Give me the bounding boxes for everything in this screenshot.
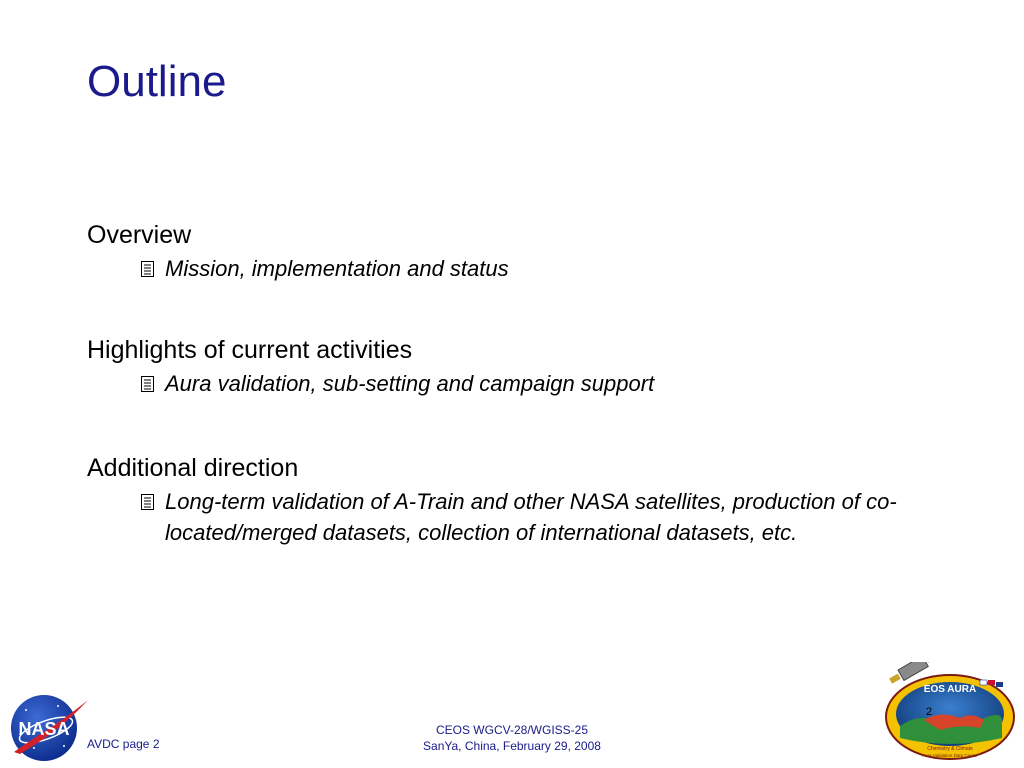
nasa-meatball-logo: [6, 690, 90, 762]
bullet-icon: [141, 376, 154, 392]
bullet-icon: [141, 494, 154, 510]
page-number: 2: [926, 706, 933, 718]
outline-section-overview: [87, 219, 945, 284]
svg-text:NASA: NASA: [18, 719, 70, 739]
footer-event-info: [350, 722, 674, 754]
footer-page-label: AVDC page 2: [87, 737, 160, 751]
section-heading: Additional direction: [87, 454, 299, 482]
section-heading: Highlights of current activities: [87, 336, 413, 364]
bullet-item: [139, 486, 945, 548]
eos-aura-mission-patch: [880, 662, 1020, 762]
bullet-item: [139, 253, 945, 284]
patch-middle-text: Chemistry & Climate: [927, 746, 973, 752]
patch-bottom-text: Aura Validation Data Center: [922, 753, 978, 758]
footer-event-name: CEOS WGCV-28/WGISS-25: [435, 723, 589, 737]
outline-section-highlights: [87, 334, 945, 399]
outline-section-additional-direction: [87, 452, 945, 548]
bullet-text: Aura validation, sub-setting and campaign support: [165, 371, 655, 396]
footer-event-date: SanYa, China, February 29, 2008: [423, 739, 601, 753]
bullet-text: Mission, implementation and status: [165, 256, 509, 281]
bullet-item: [139, 368, 945, 399]
bullet-text: Long-term validation of A-Train and other NASA satellites, production of co-located/merged datasets, collection of international datasets, etc.: [165, 489, 897, 545]
section-heading: Overview: [87, 221, 192, 249]
bullet-icon: [141, 261, 154, 277]
patch-top-text: EOS AURA: [923, 684, 977, 695]
slide-title: Outline: [87, 57, 227, 106]
